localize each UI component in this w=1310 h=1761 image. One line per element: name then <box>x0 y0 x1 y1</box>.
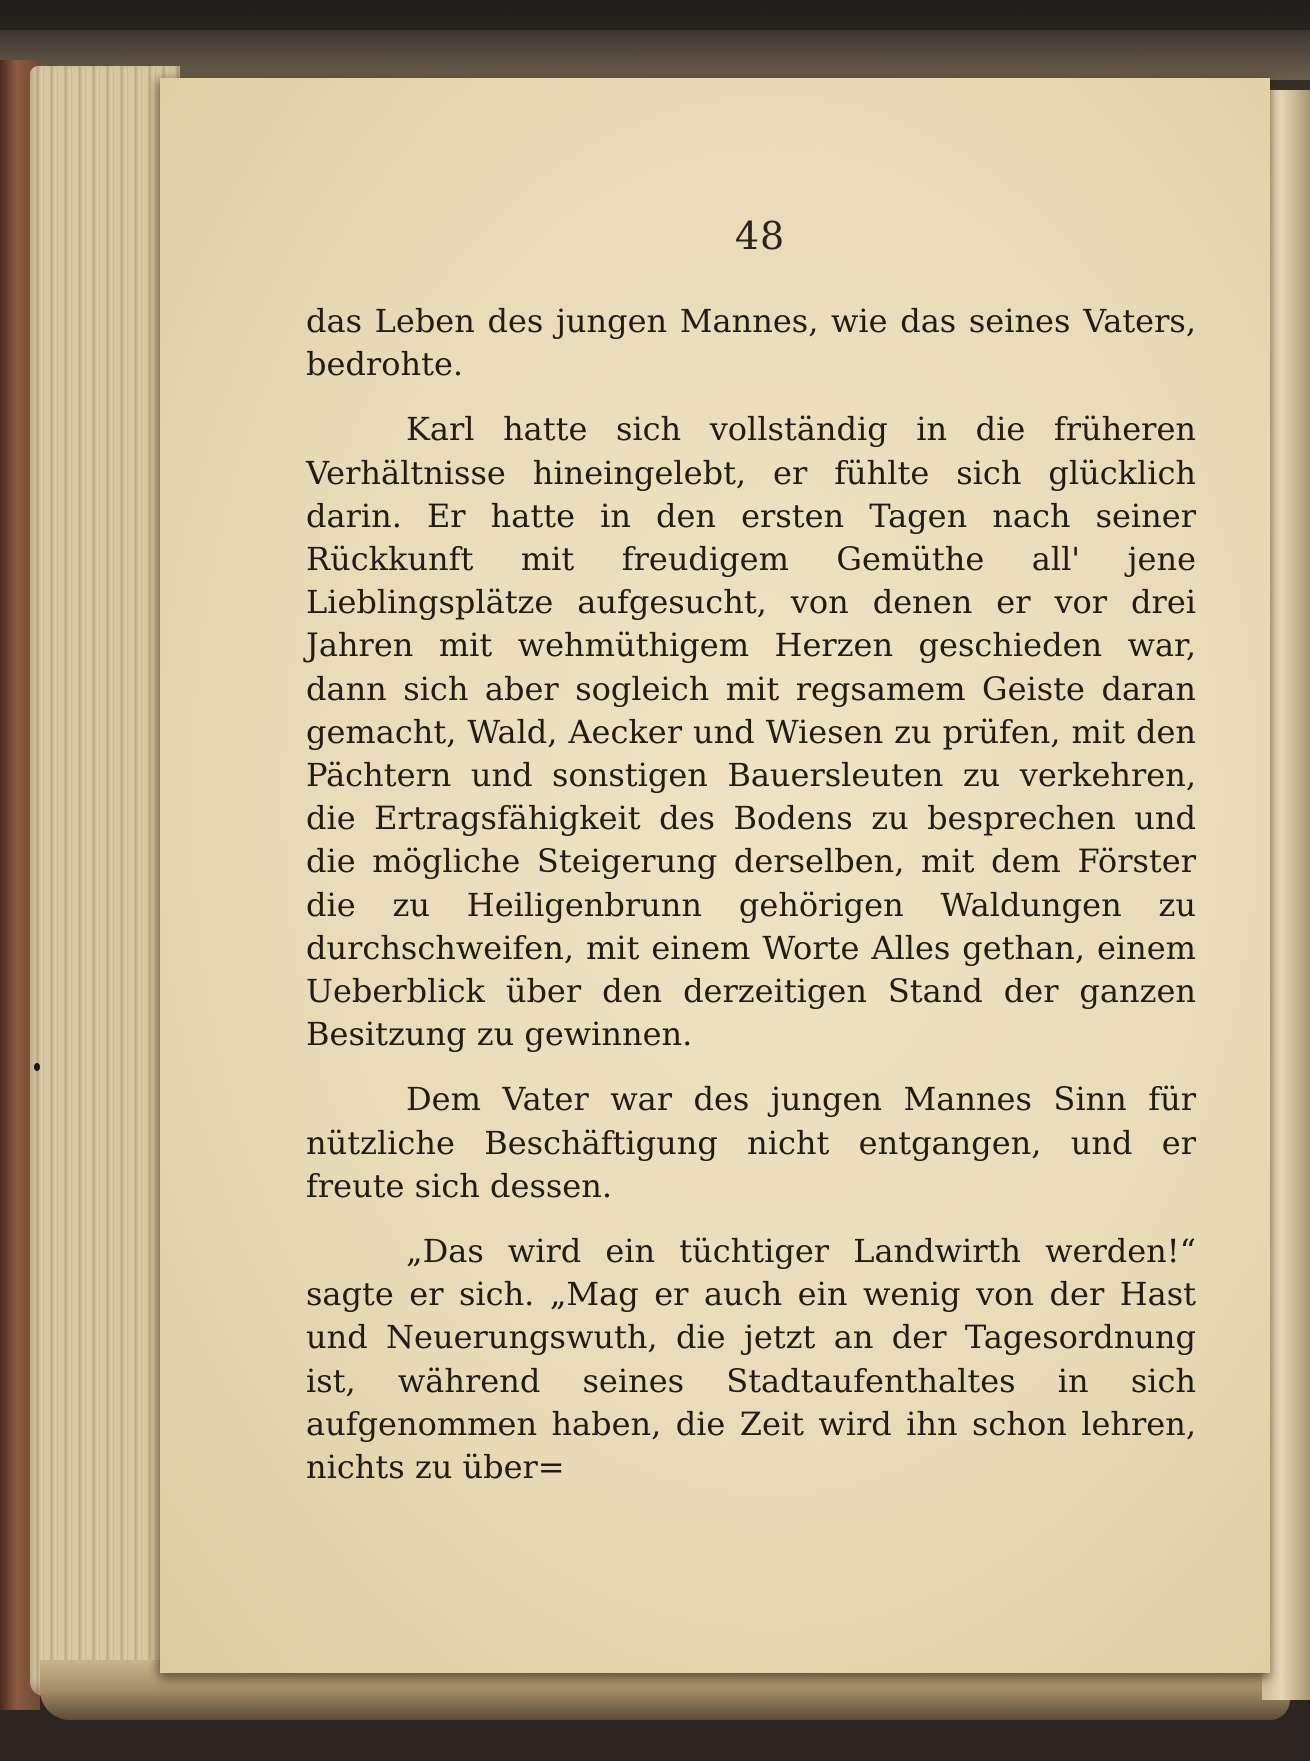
page-number: 48 <box>734 214 786 258</box>
body-text <box>306 300 1196 1511</box>
page-stack-edges <box>30 66 180 1696</box>
book-cover-top-edge <box>0 30 1310 80</box>
paragraph-1: das Leben des jungen Mannes, wie das seines Vaters, bedrohte. <box>306 302 1196 384</box>
paragraph-3: Dem Vater war des jungen Mannes Sinn für nützliche Beschäftigung nicht entgangen, und er freute sich dessen. <box>306 1080 1196 1205</box>
paragraph-2: Karl hatte sich vollständig in die früheren Verhältnisse hineingelebt, er fühlte sich glücklich darin. Er hatte in den ersten Tagen nach seiner Rückkunft mit freudigem Gemüthe all' jene Lieblingsplätze aufgesucht, von denen er vor drei Jahren mit wehmüthigem Herzen geschieden war, dann sich aber sogleich mit regsamem Geiste daran gemacht, Wald, Aecker und Wiesen zu prüfen, mit den Pächtern und sonstigen Bauersleuten zu verkehren, die Ertragsfähigkeit des Bodens zu besprechen und die mögliche Steigerung derselben, mit dem Förster die zu Heiligenbrunn gehörigen Waldungen zu durchschweifen, mit einem Worte Alles gethan, einem Ueberblick über den derzeitigen Stand der ganzen Besitzung zu gewinnen. <box>306 410 1196 1054</box>
ink-speck <box>34 1063 40 1071</box>
paragraph-4: „Das wird ein tüchtiger Landwirth werden!“ sagte er sich. „Mag er auch ein wenig von der Hast und Neuerungswuth, die jetzt an der Tagesordnung ist, während seines Stadtaufenthaltes in sich aufgenommen haben, die Zeit wird ihn schon lehren, nichts zu über= <box>306 1232 1196 1487</box>
